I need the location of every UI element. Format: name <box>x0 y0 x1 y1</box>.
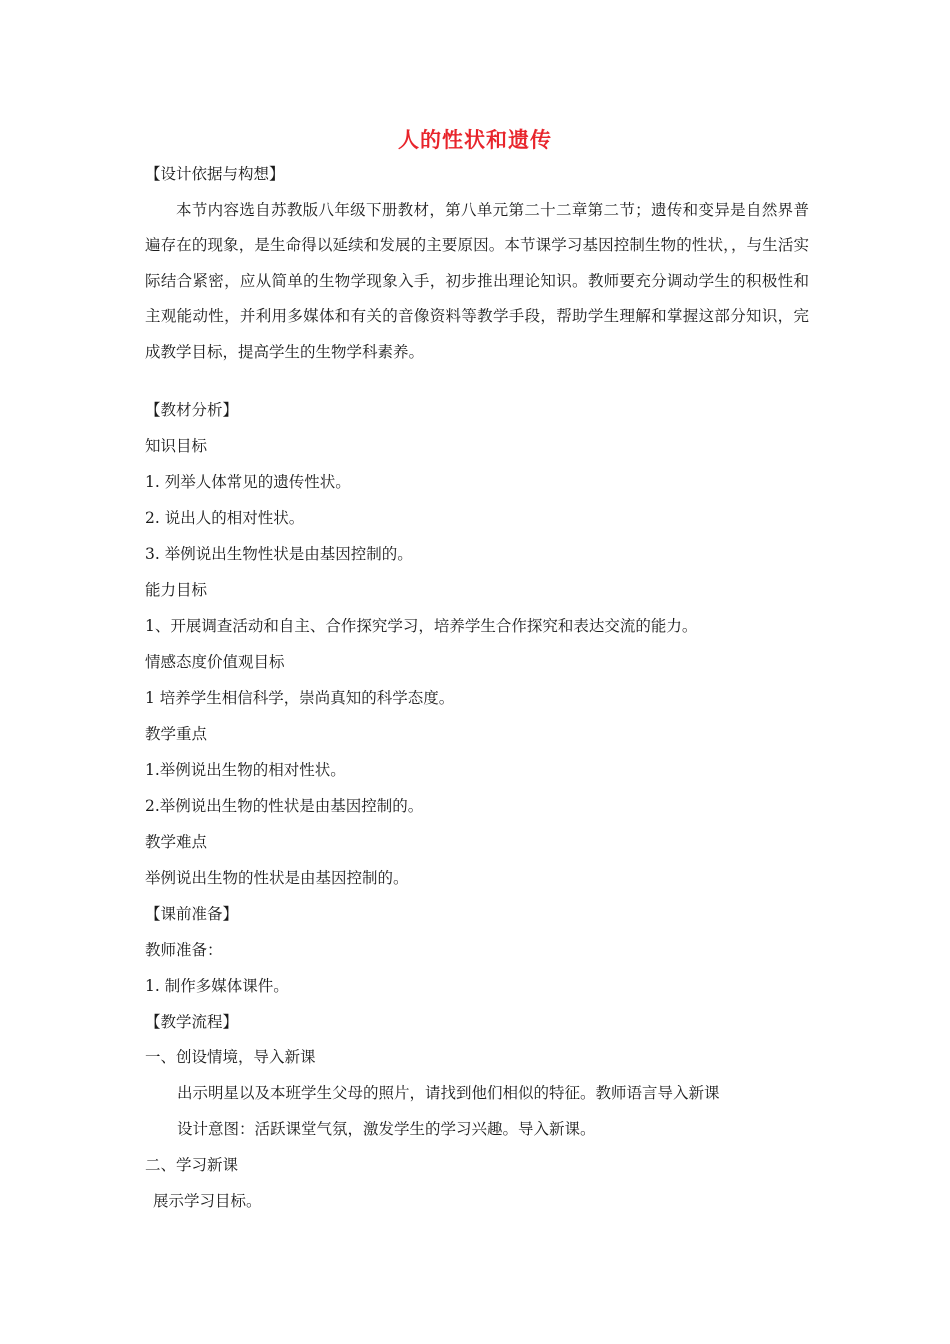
teacher-preparation-label: 教师准备： <box>145 941 223 959</box>
preparation-item-1: 1. 制作多媒体课件。 <box>145 977 289 995</box>
knowledge-goal-1: 1. 列举人体常见的遗传性状。 <box>145 473 351 491</box>
step-2-activity: 展示学习目标。 <box>153 1192 262 1210</box>
attitude-goal-1: 1 培养学生相信科学，崇尚真知的科学态度。 <box>145 689 455 707</box>
ability-goals-heading: 能力目标 <box>145 581 208 599</box>
step-1-heading: 一、创设情境，导入新课 <box>145 1048 316 1066</box>
section-heading-preparation: 【课前准备】 <box>145 905 239 923</box>
section-heading-design: 【设计依据与构想】 <box>145 165 285 183</box>
key-point-2: 2.举例说出生物的性状是由基因控制的。 <box>145 797 424 815</box>
step-1-activity: 出示明星以及本班学生父母的照片，请找到他们相似的特征。教师语言导入新课 <box>177 1084 720 1102</box>
section-heading-analysis: 【教材分析】 <box>145 401 239 419</box>
key-points-heading: 教学重点 <box>145 725 208 743</box>
section-heading-process: 【教学流程】 <box>145 1013 239 1031</box>
knowledge-goal-2: 2. 说出人的相对性状。 <box>145 509 305 527</box>
difficult-point-1: 举例说出生物的性状是由基因控制的。 <box>145 869 409 887</box>
ability-goal-1: 1、开展调查活动和自主、合作探究学习，培养学生合作探究和表达交流的能力。 <box>145 617 698 635</box>
design-paragraph: 本节内容选自苏教版八年级下册教材，第八单元第二十二章第二节；遗传和变异是自然界普遍存在的现象，是生命得以延续和发展的主要原因。本节课学习基因控制生物的性状，，与生活实际结合紧密，应从简单的生物学现象入手，初步推出理论知识。教师要充分调动学生的积极性和主观能动性，并利用多媒体和有关的音像资料等教学手段，帮助学生理解和掌握这部分知识，完成教学目标，提高学生的生物学科素养。 <box>145 201 809 361</box>
difficult-points-heading: 教学难点 <box>145 833 208 851</box>
key-point-1: 1.举例说出生物的相对性状。 <box>145 761 346 779</box>
step-1-design-intent: 设计意图：活跃课堂气氛，激发学生的学习兴趣。导入新课。 <box>177 1120 596 1138</box>
step-2-heading: 二、学习新课 <box>145 1156 239 1174</box>
document-title: 人的性状和遗传 <box>398 128 552 152</box>
attitude-goals-heading: 情感态度价值观目标 <box>145 653 285 671</box>
knowledge-goal-3: 3. 举例说出生物性状是由基因控制的。 <box>145 545 413 563</box>
knowledge-goals-heading: 知识目标 <box>145 437 208 455</box>
